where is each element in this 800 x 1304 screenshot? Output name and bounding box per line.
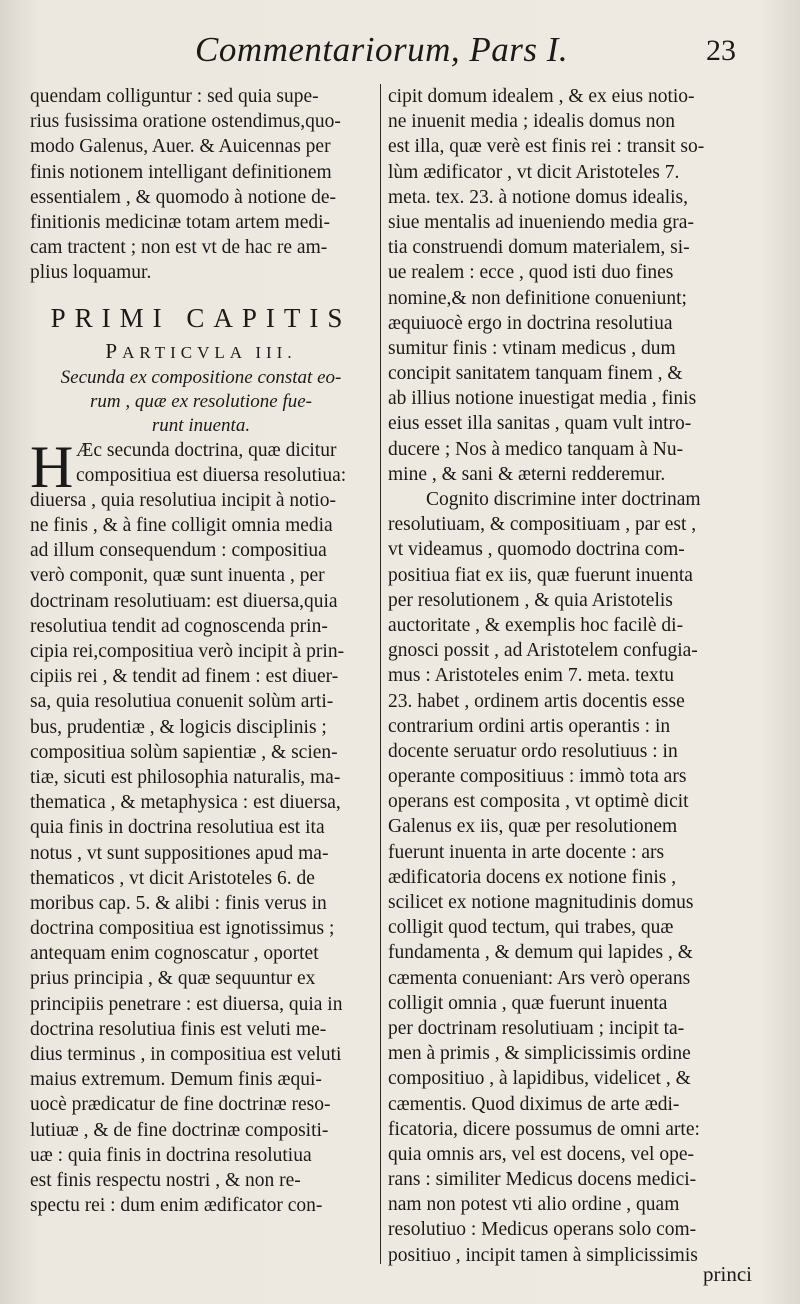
text-line: mine , & sani & æterni redderemur. [388, 463, 666, 485]
drop-cap-letter: H [30, 433, 74, 500]
text-line: verò componit, quæ sunt inuenta , per [30, 565, 325, 587]
text-line: Galenus ex iis, quæ per resolutionem [388, 816, 678, 838]
text-line: resolutiuam, & compositiuam , par est , [388, 514, 697, 536]
text-line: spectu rei : dum enim ædificator con- [30, 1195, 323, 1217]
text-line: meta. tex. 23. à notione domus idealis, [388, 186, 689, 208]
text-line: resolutiua tendit ad cognoscenda prin- [30, 615, 328, 637]
text-line: ue realem : ecce , quod isti duo fines [388, 262, 674, 284]
text-line: tiæ, sicuti est philosophia naturalis, ma- [30, 766, 341, 788]
text-line: lutiuæ , & de fine doctrinæ compositi- [30, 1119, 329, 1141]
italic-title-line: rum , quæ ex resolutione fue- [90, 390, 312, 412]
text-line: ne inuenit media ; idealis domus non [388, 111, 676, 133]
text-line: contrarium ordini artis operantis : in [388, 715, 671, 737]
particula-heading-text: ARTICVLA III. [122, 342, 297, 362]
text-line: thematica , & metaphysica : est diuersa, [30, 792, 341, 814]
text-line: principiis penetrare : est diuersa, quia in [30, 993, 343, 1015]
text-line: thematicos , vt dicit Aristoteles 6. de [30, 867, 315, 889]
page-header [0, 30, 800, 90]
text-line: cipiis rei , & tendit ad finem : est diuer- [30, 666, 339, 688]
text-line: ab illius notione inuestigat media , finis [388, 388, 697, 410]
column-divider [380, 84, 381, 1264]
left-column [30, 84, 372, 1218]
text-line: fuerunt inuenta in arte docente : ars [388, 841, 665, 863]
text-line: cipit domum idealem , & ex eius notio- [388, 86, 695, 107]
text-line: operante compositiuus : immò tota ars [388, 766, 687, 788]
text-line: ad illum consequendum : compositiua [30, 540, 327, 562]
text-line: eius esset illa sanitas , quam vult intro- [388, 413, 692, 435]
text-line: fundamenta , & demum qui lapides , & [388, 942, 693, 964]
text-line: per doctrinam resolutiuam ; incipit ta- [388, 1017, 685, 1039]
text-line: modo Galenus, Auer. & Auicennas per [30, 136, 331, 158]
text-line: dius terminus , in compositiua est veluti [30, 1044, 342, 1065]
text-line: moribus cap. 5. & alibi : finis verus in [30, 892, 327, 914]
text-line: mus : Aristoteles enim 7. meta. textu [388, 665, 674, 687]
dropcap-paragraph [30, 433, 372, 1219]
page-number: 23 [706, 34, 736, 67]
text-line: tia construendi domum materialem, si- [388, 237, 690, 259]
text-line: scilicet ex notione magnitudinis domus [388, 892, 694, 913]
text-line: doctrina resolutiua finis est veluti me- [30, 1018, 327, 1040]
left-column-intro-text [30, 84, 372, 286]
text-line: est finis respectu nostri , & non re- [30, 1169, 301, 1191]
right-column-body-text [388, 84, 768, 1268]
text-line: Æc secunda doctrina, quæ dicitur [76, 439, 337, 461]
text-line: men à primis , & simplicissimis ordine [388, 1043, 691, 1065]
text-line: ne finis , & à fine colligit omnia media [30, 515, 333, 537]
text-line: doctrinam resolutiuam: est diuersa,quia [30, 590, 338, 612]
text-line: cæmentis. Quod diximus de arte ædi- [388, 1093, 680, 1115]
text-line: positiua fiat ex iis, quæ fuerunt inuenta [388, 564, 693, 586]
right-column [388, 84, 768, 1268]
text-line: doctrina compositiua est ignotissimus ; [30, 918, 335, 940]
text-line: gnosci possit , ad Aristotelem confugia- [388, 640, 698, 662]
text-line: vt videamus , quomodo doctrina com- [388, 539, 685, 561]
text-line: bus, prudentiæ , & logicis disciplinis ; [30, 716, 327, 738]
italic-title-line: Secunda ex compositione constat eo- [60, 366, 342, 388]
text-line: cæmenta conueniant: Ars verò operans [388, 967, 691, 989]
left-column-body-text [30, 433, 372, 1219]
text-line: uocè prædicatur de fine doctrinæ reso- [30, 1094, 331, 1116]
text-line: rans : similiter Medicus docens medici- [388, 1169, 697, 1191]
text-line: finis notionem intelligant definitionem [30, 161, 332, 183]
running-title: Commentariorum, Pars I. [195, 30, 569, 69]
text-line: plius loquamur. [30, 262, 152, 284]
text-line: rius fusissima oratione ostendimus,quo- [30, 111, 341, 133]
text-line: compositiuo , à lapidibus, videlicet , & [388, 1068, 691, 1090]
text-line: ducere ; Nos à medico tanquam à Nu- [388, 438, 684, 460]
text-line: Cognito discrimine inter doctrinam [426, 489, 701, 510]
text-line: ædificatoria docens ex notione finis , [388, 866, 677, 888]
text-line: cam tractent ; non est vt de hac re am- [30, 237, 328, 259]
text-line: compositiua est diuersa resolutiua: [76, 464, 347, 486]
section-italic-title [30, 366, 372, 438]
text-line: 23. habet , ordinem artis docentis esse [388, 690, 685, 712]
text-line: æquiuocè ergo in doctrina resolutiua [388, 312, 673, 334]
chapter-heading: PRIMI CAPITIS [50, 302, 352, 333]
text-line: resolutiuo : Medicus operans solo com- [388, 1219, 697, 1241]
text-line: quia finis in doctrina resolutiua est ita [30, 817, 325, 839]
text-line: diuersa , quia resolutiua incipit à notio- [30, 489, 336, 511]
text-line: sa, quia resolutiua conuenit solùm arti- [30, 691, 334, 713]
text-line: lùm ædificator , vt dicit Aristoteles 7. [388, 161, 680, 183]
text-line: concipit sanitatem tanquam finem , & [388, 363, 683, 385]
text-line: prius principia , & quæ sequuntur ex [30, 968, 316, 990]
text-line: maius extremum. Demum finis æqui- [30, 1069, 322, 1091]
text-line: per resolutionem , & quia Aristotelis [388, 589, 673, 611]
text-line: compositiua solùm sapientiæ , & scien- [30, 741, 338, 763]
catchword: princi [703, 1262, 752, 1286]
text-line: est illa, quæ verè est finis rei : transit so- [388, 136, 705, 158]
text-line: quendam colliguntur : sed quia supe- [30, 86, 319, 107]
text-line: operans est composita , vt optimè dicit [388, 791, 689, 813]
text-line: auctoritate , & exemplis hoc facilè di- [388, 614, 684, 636]
text-line: cipia rei,compositiua verò incipit à prin- [30, 641, 345, 662]
text-line: siue mentalis ad inueniendo media gra- [388, 211, 694, 233]
text-line: uæ : quia finis in doctrina resolutiua [30, 1144, 312, 1166]
text-line: nomine,& non definitione conueniunt; [388, 287, 687, 309]
text-line: ficatoria, dicere possumus de omni arte: [388, 1118, 700, 1140]
particula-heading: PARTICVLA III. [105, 338, 297, 363]
text-line: essentialem , & quomodo à notione de- [30, 186, 336, 208]
italic-title-line: runt inuenta. [151, 414, 251, 436]
text-line: notus , vt sunt suppositiones apud ma- [30, 842, 329, 864]
text-line: antequam enim cognoscatur , oportet [30, 943, 319, 965]
text-line: finitionis medicinæ totam artem medi- [30, 211, 331, 233]
text-line: sumitur finis : vtinam medicus , dum [388, 337, 676, 359]
text-line: docente seruatur ordo resolutiuus : in [388, 740, 678, 762]
text-line: nam non potest vti alio ordine , quam [388, 1194, 680, 1216]
text-line: positiuo , incipit tamen à simplicissimis [388, 1244, 698, 1266]
text-line: colligit omnia , quæ fuerunt inuenta [388, 992, 668, 1014]
text-line: colligit quod tectum, qui trabes, quæ [388, 917, 674, 939]
text-line: quia omnis ars, vel est docens, vel ope- [388, 1143, 694, 1165]
